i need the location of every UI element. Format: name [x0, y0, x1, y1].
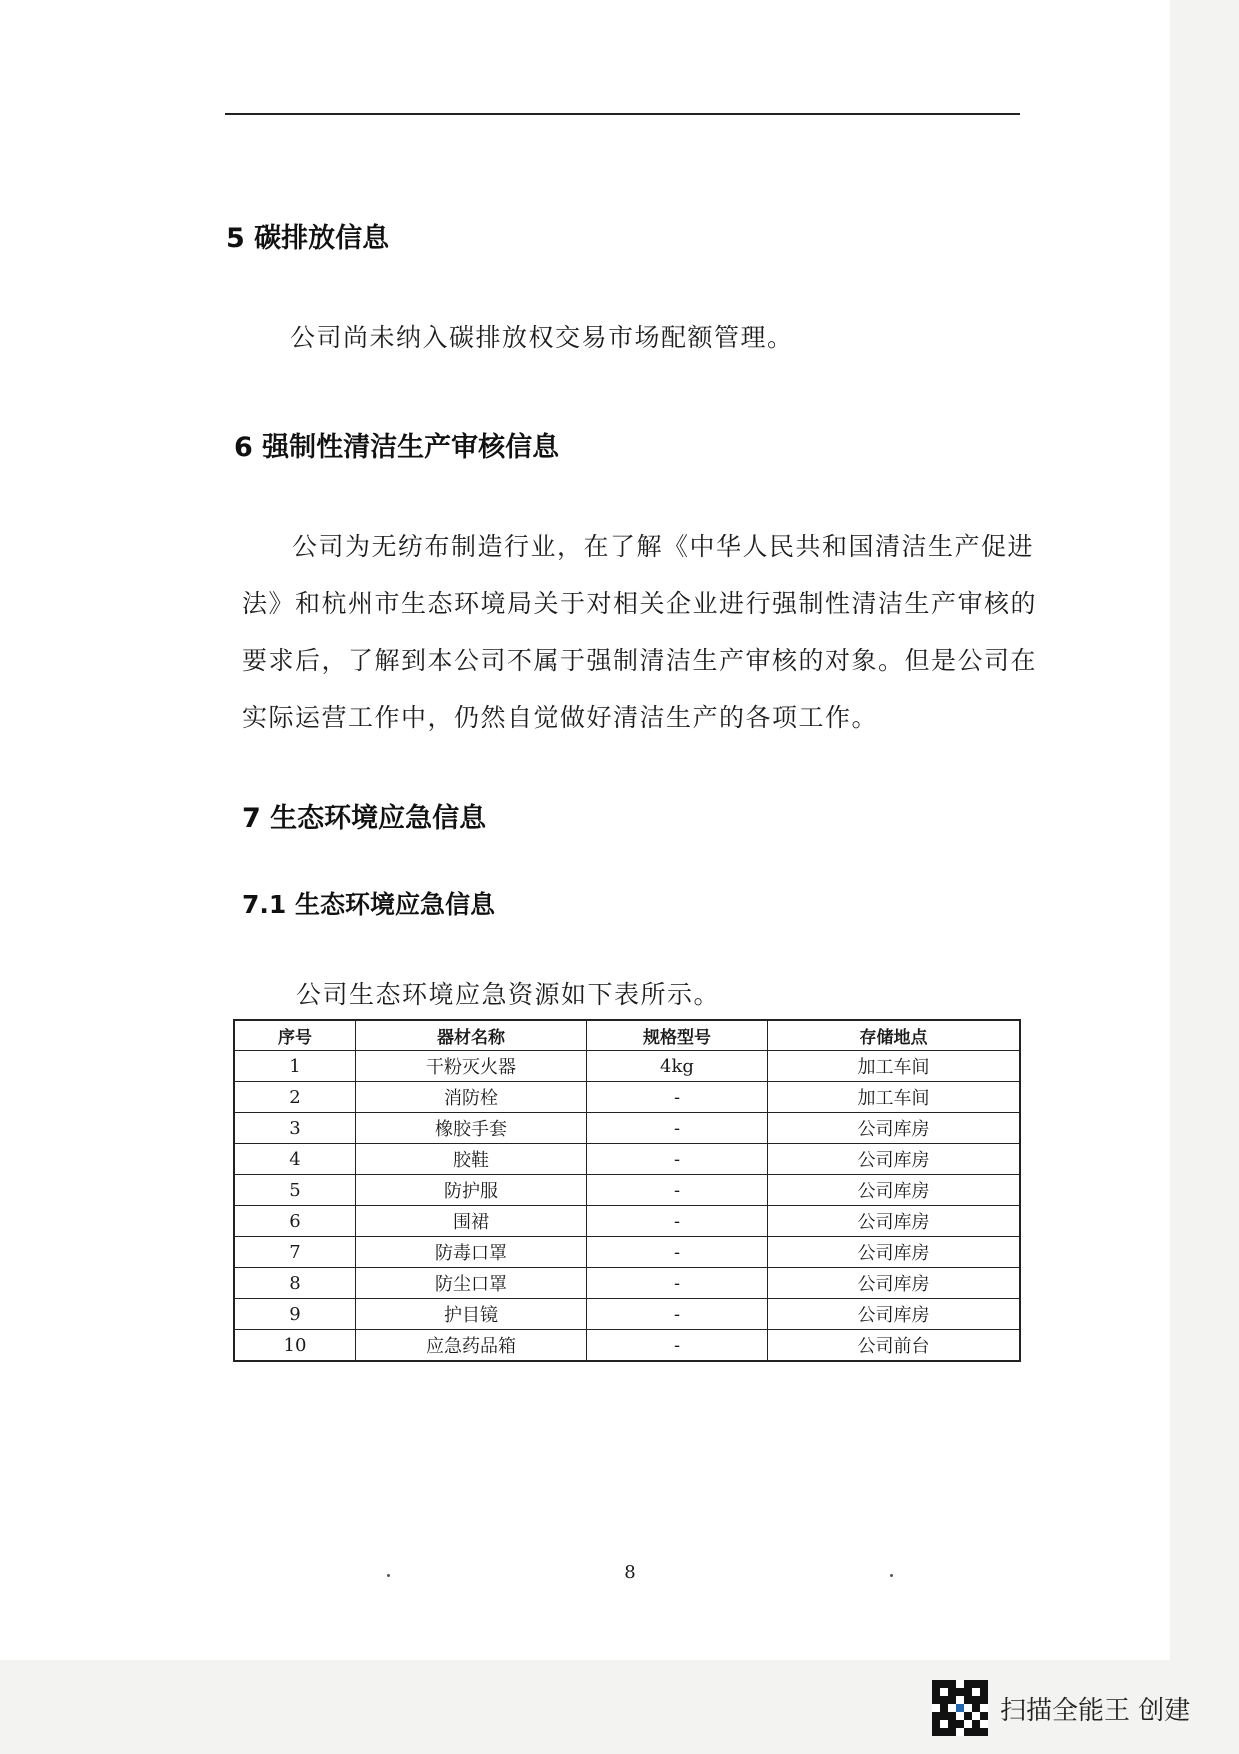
header-rule — [225, 113, 1020, 115]
table-cell: 胶鞋 — [356, 1144, 587, 1175]
table-cell: 防毒口罩 — [356, 1237, 587, 1268]
column-header: 存储地点 — [768, 1020, 1021, 1051]
section-7-1-intro: 公司生态环境应急资源如下表所示。 — [296, 980, 721, 1009]
table-cell: 应急药品箱 — [356, 1330, 587, 1362]
table-row — [234, 1330, 1020, 1362]
table-row — [234, 1237, 1020, 1268]
table-cell: 公司库房 — [768, 1113, 1021, 1144]
table-cell: 加工车间 — [768, 1051, 1021, 1082]
table-cell: - — [587, 1268, 768, 1299]
table-cell: 公司库房 — [768, 1237, 1021, 1268]
table-row — [234, 1082, 1020, 1113]
table-cell: 干粉灭火器 — [356, 1051, 587, 1082]
section-7-heading: 7 生态环境应急信息 — [242, 803, 487, 834]
emergency-resources-table — [233, 1019, 1021, 1362]
table-row — [234, 1113, 1020, 1144]
table-cell: 6 — [234, 1206, 356, 1237]
column-header: 器材名称 — [356, 1020, 587, 1051]
paragraph-line: 要求后，了解到本公司不属于强制清洁生产审核的对象。但是公司在 — [242, 646, 1038, 675]
section-7-1-heading: 7.1 生态环境应急信息 — [242, 890, 495, 919]
section-6-paragraph — [242, 518, 1038, 746]
paragraph-line: 法》和杭州市生态环境局关于对相关企业进行强制性清洁生产审核的 — [242, 589, 1038, 618]
table-cell: 10 — [234, 1330, 356, 1362]
table-cell: 防护服 — [356, 1175, 587, 1206]
table-cell: 公司库房 — [768, 1268, 1021, 1299]
paragraph-line: 实际运营工作中，仍然自觉做好清洁生产的各项工作。 — [242, 703, 879, 732]
table-cell: - — [587, 1175, 768, 1206]
column-header: 序号 — [234, 1020, 356, 1051]
page-number: 8 — [624, 1562, 636, 1583]
qr-code-icon — [932, 1680, 988, 1736]
table-cell: 围裙 — [356, 1206, 587, 1237]
column-header: 规格型号 — [587, 1020, 768, 1051]
table-cell: - — [587, 1113, 768, 1144]
paragraph-line: 公司为无纺布制造行业，在了解《中华人民共和国清洁生产促进 — [292, 532, 1035, 561]
table-cell: 8 — [234, 1268, 356, 1299]
section-6-heading: 6 强制性清洁生产审核信息 — [234, 432, 560, 463]
table-cell: 9 — [234, 1299, 356, 1330]
section-5-heading: 5 碳排放信息 — [226, 223, 390, 254]
table-cell: - — [587, 1082, 768, 1113]
table-cell: 护目镜 — [356, 1299, 587, 1330]
section-5-text: 公司尚未纳入碳排放权交易市场配额管理。 — [290, 323, 794, 352]
table-cell: 1 — [234, 1051, 356, 1082]
scanner-watermark — [932, 1680, 1190, 1736]
table-cell: 橡胶手套 — [356, 1113, 587, 1144]
table-cell: - — [587, 1237, 768, 1268]
table-row — [234, 1144, 1020, 1175]
table-cell: 公司库房 — [768, 1206, 1021, 1237]
table-cell: 消防栓 — [356, 1082, 587, 1113]
table-cell: 防尘口罩 — [356, 1268, 587, 1299]
table-cell: - — [587, 1206, 768, 1237]
scanner-credit-text: 扫描全能王 创建 — [1000, 1695, 1191, 1726]
table-cell: 公司库房 — [768, 1144, 1021, 1175]
table-cell: - — [587, 1330, 768, 1362]
table-cell: - — [587, 1299, 768, 1330]
table-cell: - — [587, 1144, 768, 1175]
table-row — [234, 1051, 1020, 1082]
table-cell: 4 — [234, 1144, 356, 1175]
table-row — [234, 1268, 1020, 1299]
table-row — [234, 1299, 1020, 1330]
table-cell: 7 — [234, 1237, 356, 1268]
table-header-row — [234, 1020, 1020, 1051]
table-cell: 公司库房 — [768, 1299, 1021, 1330]
table-cell: 4kg — [587, 1051, 768, 1082]
table-cell: 加工车间 — [768, 1082, 1021, 1113]
table-cell: 3 — [234, 1113, 356, 1144]
table-cell: 公司库房 — [768, 1175, 1021, 1206]
table-cell: 5 — [234, 1175, 356, 1206]
table-cell: 公司前台 — [768, 1330, 1021, 1362]
table-cell: 2 — [234, 1082, 356, 1113]
table-row — [234, 1206, 1020, 1237]
table-row — [234, 1175, 1020, 1206]
